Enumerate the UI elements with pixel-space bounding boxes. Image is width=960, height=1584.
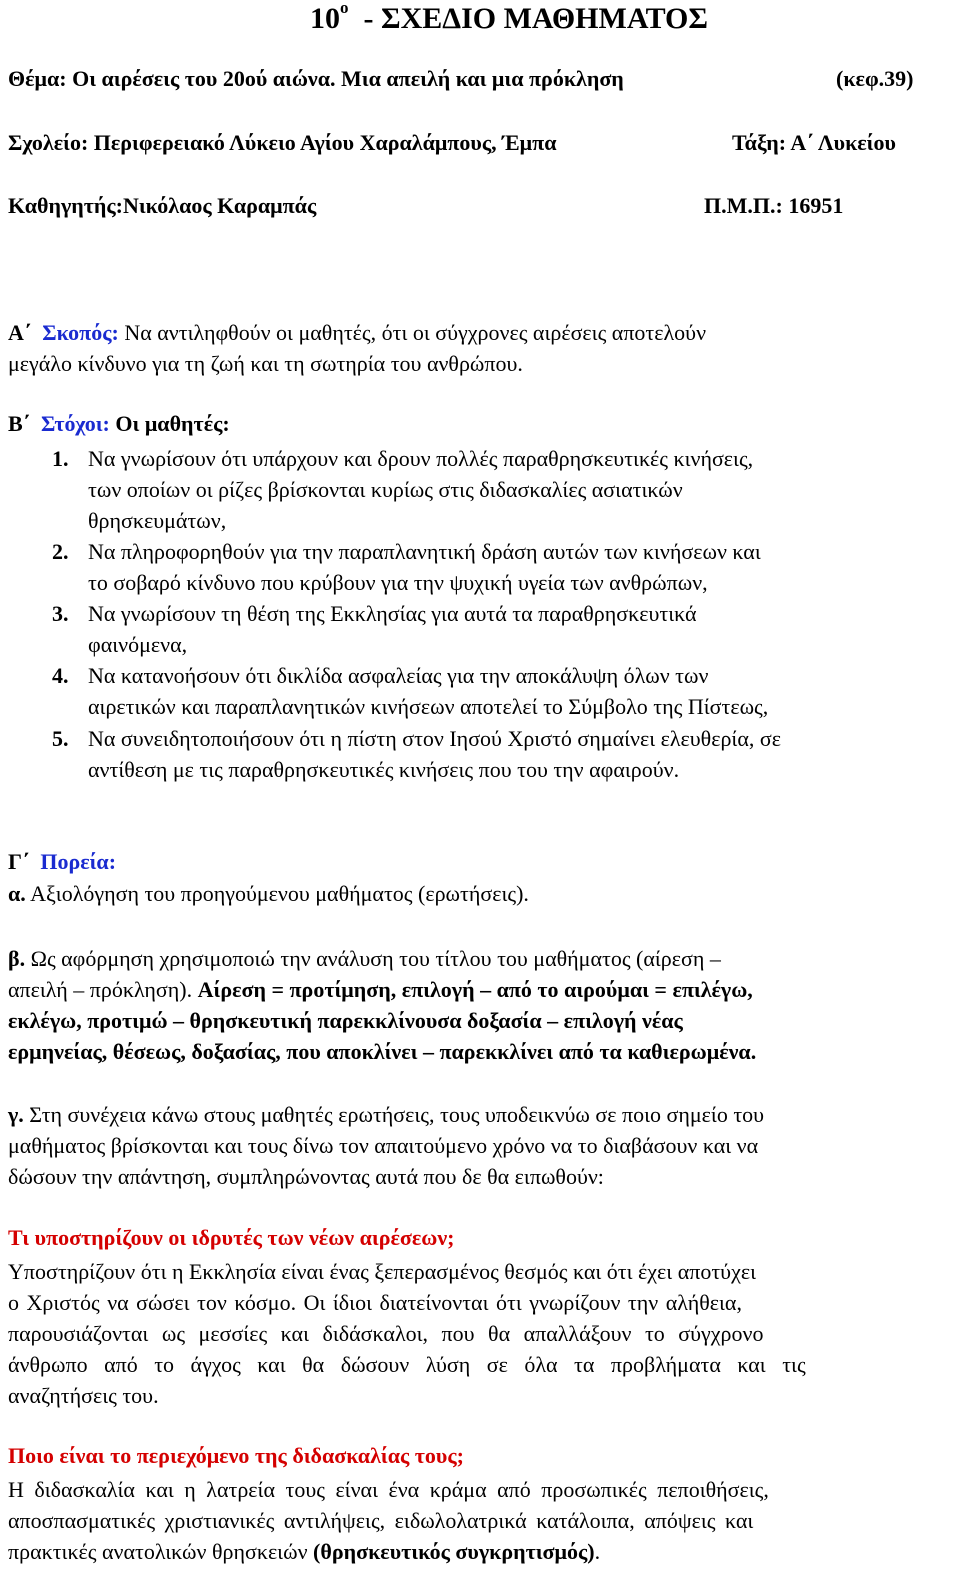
step-b-definition: Αίρεση = προτίμηση, επιλογή – από το αιρούμαι = επιλέγω, (197, 977, 753, 1002)
purpose-text-line: Να αντιληφθούν οι μαθητές, ότι οι σύγχρονες αιρέσεις αποτελούν (124, 320, 707, 345)
answer-line: άνθρωπο από το άγχος και θα δώσουν λύση σε όλα τα προβλήματα και τις (8, 1352, 806, 1377)
step-b-definition: ερμηνείας, θέσεως, δοξασίας, που αποκλίνει – παρεκκλίνει από τα καθιερωμένα. (8, 1039, 757, 1064)
school-name: Σχολείο: Περιφερειακό Λύκειο Αγίου Χαραλάμπους, Έμπα (8, 130, 557, 155)
goal-text-line: Να κατανοήσουν ότι δικλίδα ασφαλείας για την αποκάλυψη όλων των (88, 663, 709, 688)
goal-item (52, 598, 952, 660)
step-c (8, 1099, 952, 1192)
step-b-text-line: απειλή – πρόκληση). (8, 977, 193, 1002)
step-a-text: Αξιολόγηση του προηγούμενου μαθήματος (ερωτήσεις). (30, 881, 529, 906)
goals-letter: Β΄ (8, 411, 30, 436)
teacher-name: Καθηγητής:Νικόλαος Καραμπάς (8, 193, 317, 218)
goal-text-line: αιρετικών και παραπλανητικών κινήσεων αποτελεί το Σύμβολο της Πίστεως, (88, 694, 769, 719)
answer-line: αποσπασματικές χριστιανικές αντιλήψεις, ειδωλολατρικά κατάλοιπα, απόψεις και (8, 1508, 754, 1533)
goals-heading (8, 411, 230, 437)
goal-number: 5. (52, 726, 69, 751)
goal-text-line: αντίθεση με τις παραθρησκευτικές κινήσεις που του την αφαιρούν. (88, 757, 680, 782)
question-answer (8, 1474, 952, 1567)
purpose-label: Σκοπός: (42, 320, 119, 345)
lesson-theme: Θέμα: Οι αιρέσεις του 20ού αιώνα. Μια απειλή και μια πρόκληση (8, 66, 624, 91)
step-b-label: β. (8, 946, 26, 971)
class-name: Τάξη: Α΄ Λυκείου (732, 130, 896, 155)
goal-text-line: φαινόμενα, (88, 632, 188, 657)
purpose-text-line: μεγάλο κίνδυνο για τη ζωή και τη σωτηρία του ανθρώπου. (8, 351, 523, 376)
goal-item (52, 660, 952, 722)
goal-text-line: των οποίων οι ρίζες βρίσκονται κυρίως στις διδασκαλίες ασιατικών (88, 477, 683, 502)
step-b (8, 943, 952, 1067)
step-c-text-line: μαθήματος βρίσκονται και τους δίνω τον απαιτούμενο χρόνο να το διαβάσουν και να (8, 1133, 759, 1158)
step-c-text-line: δώσουν την απάντηση, συμπληρώνοντας αυτά που δε θα ειπωθούν: (8, 1164, 604, 1189)
answer-line: ο Χριστός να σώσει τον κόσμο. Οι ίδιοι διατείνονται ότι γνωρίζουν την αλήθεια, (8, 1290, 742, 1315)
pmp-number: Π.Μ.Π.: 16951 (704, 193, 844, 218)
step-b-definition: εκλέγω, προτιμώ – θρησκευτική παρεκκλίνουσα δοξασία – επιλογή νέας (8, 1008, 683, 1033)
chapter-ref: (κεφ.39) (836, 66, 914, 91)
goal-text-line: Να γνωρίσουν τη θέση της Εκκλησίας για αυτά τα παραθρησκευτικά (88, 601, 697, 626)
purpose-section (8, 317, 952, 379)
goal-number: 4. (52, 663, 69, 688)
course-heading (8, 849, 116, 875)
answer-line: Η διδασκαλία και η λατρεία τους είναι ένα κράμα από προσωπικές πεποιθήσεις, (8, 1477, 769, 1502)
goal-text-line: Να συνειδητοποιήσουν ότι η πίστη στον Ιησού Χριστό σημαίνει ελευθερία, σε (88, 726, 781, 751)
course-label: Πορεία: (40, 849, 117, 874)
question-answer (8, 1256, 952, 1411)
step-a-label: α. (8, 881, 26, 906)
goals-label: Στόχοι: (41, 411, 110, 436)
step-c-text-line: Στη συνέχεια κάνω στους μαθητές ερωτήσεις, τους υποδεικνύω σε ποιο σημείο του (29, 1102, 765, 1127)
course-letter: Γ΄ (8, 849, 30, 874)
purpose-letter: Α΄ (8, 320, 32, 345)
goal-item (52, 443, 952, 536)
goal-text-line: Να πληροφορηθούν για την παραπλανητική δράση αυτών των κινήσεων και (88, 539, 761, 564)
goal-text-line: το σοβαρό κίνδυνο που κρύβουν για την ψυχική υγεία των ανθρώπων, (88, 570, 708, 595)
question-heading: Ποιο είναι το περιεχόμενο της διδασκαλίας τους; (8, 1443, 464, 1468)
step-a (8, 881, 529, 907)
goal-number: 3. (52, 601, 69, 626)
goal-text-line: θρησκευμάτων, (88, 508, 227, 533)
question-heading: Τι υποστηρίζουν οι ιδρυτές των νέων αιρέσεων; (8, 1225, 455, 1250)
goal-number: 2. (52, 539, 69, 564)
goal-number: 1. (52, 446, 69, 471)
answer-line: παρουσιάζονται ως μεσσίες και διδάσκαλοι, που θα απαλλάξουν το σύγχρονο (8, 1321, 764, 1346)
answer-line: αναζητήσεις του. (8, 1383, 159, 1408)
goal-item (52, 536, 952, 598)
step-c-label: γ. (8, 1102, 24, 1127)
goal-item (52, 723, 952, 785)
answer-line: Υποστηρίζουν ότι η Εκκλησία είναι ένας ξεπερασμένος θεσμός και ότι έχει αποτύχει (8, 1259, 756, 1284)
page-title: $10^o$ - ΣΧΕΔΙΟ ΜΑΘΗΜΑΤΟΣ (310, 0, 708, 35)
goals-sublabel: Οι μαθητές: (115, 411, 230, 436)
answer-line-end: . (594, 1539, 601, 1564)
answer-emphasis: (θρησκευτικός συγκρητισμός) (313, 1539, 595, 1564)
goal-text-line: Να γνωρίσουν ότι υπάρχουν και δρουν πολλές παραθρησκευτικές κινήσεις, (88, 446, 754, 471)
answer-line: πρακτικές ανατολικών θρησκειών (8, 1539, 308, 1564)
step-b-text-line: Ως αφόρμηση χρησιμοποιώ την ανάλυση του τίτλου του μαθήματος (αίρεση – (30, 946, 721, 971)
